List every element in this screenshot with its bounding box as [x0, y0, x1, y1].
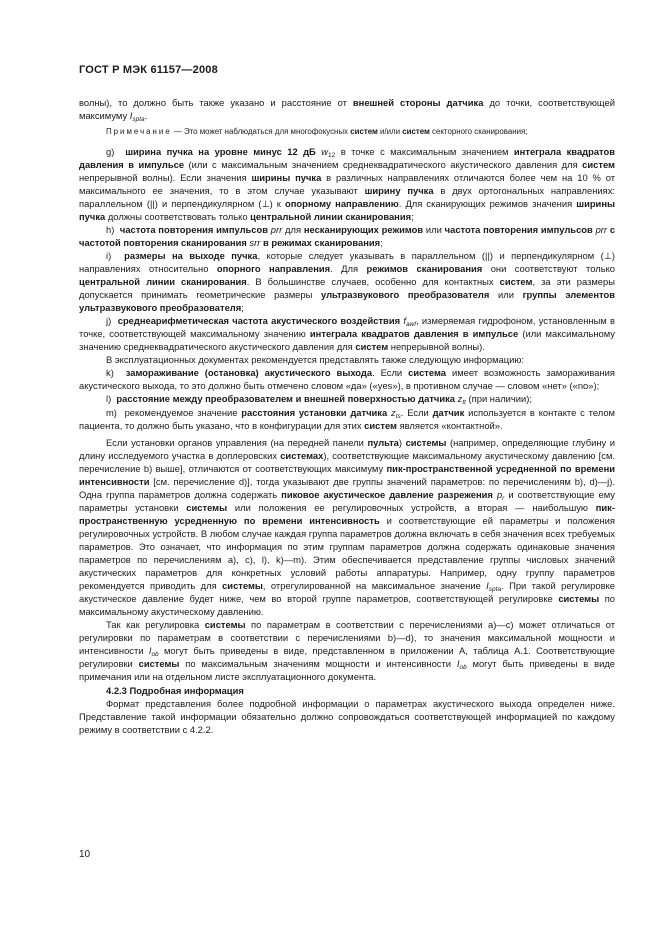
- list-item-h: h) частота повторения импульсов prr для несканирующих режимов или частота повторения импульсов prr с частотой повторения сканирования srr в режимах сканирования;: [79, 223, 616, 248]
- paragraph-continuation: волны), то должно быть также указано и расстояние от внешней стороны датчика до точки, соответствующей максимуму $I_{spta}$.: [79, 97, 615, 124]
- paragraph-control-settings: Если установки органов управления (на передней панели пульта) системы (например, определяющие глубину и длину исследуемого участка в доплеровских системах), соответствующие максимальному акустическому давлению [см. перечисление b) выше], отличаются от соответствующих максимуму пик-пространственной усредненной по времени интенсивности [см. перечисление d)], тогда указывают две группы значений параметров: по перечислениям b), d)—j). Одна группа параметров должна содержать пиковое акустическое давление разрежения $p_r$ и соответствующие ему параметры установки системы или положения ее регулировочных устройств, а вторая — наибольшую пик-пространственную усредненную по времени интенсивность и соответствующие ей параметры и положения регулировочных устройств. В любом случае каждая группа параметров должна включать в себя значения всех требуемых параметров. Это означает, что информация по этим группам параметров должна содержать одинаковые значения параметров по перечислениям a), c), l), k)—m). Этим обеспечивается представление группы числовых значений акустических параметров для конкретных условий работы аппаратуры. Например, одну группу параметров рекомендуется приводить для системы, отрегулированной на максимальное значение $I_{spta}$. При такой регулировке акустическое давление будет ниже, чем во второй группе параметров, соответствующей регулировке системы по максимальному акустическому давлению.: [79, 436, 616, 618]
- note: Примечание — Это может наблюдаться для многофокусных систем и/или систем секторного сканирования;: [106, 127, 528, 137]
- page-header: ГОСТ Р МЭК 61157—2008: [79, 64, 218, 76]
- list-item-k: k) замораживание (остановка) акустического выхода. Если система имеет возможность замораживания акустического выхода, то это должно быть отмечено словом «да» («yes»), в противном случае — словом «нет» («no»);: [79, 367, 615, 392]
- list-item-i: i) размеры на выходе пучка, которые следует указывать в параллельном (||) и перпендикулярном (⊥) направлениях относительно опорного направления. Для режимов сканирования они соответствуют только центральной линии сканирования. В большинстве случаев, особенно для контактных систем, за эти размеры допускается принимать геометрические размеры ультразвукового преобразователя или группы элементов ультразвукового преобразователя;: [79, 249, 616, 314]
- paragraph-format: Формат представления более подробной информации о параметрах акустического выхода определен ниже. Представление такой информации обязательно должно сопровождаться соответствующей информацией по каждому режиму в соответствии с 4.2.2.: [79, 697, 615, 735]
- page-number: 10: [79, 849, 91, 860]
- page-body: [79, 96, 615, 736]
- list-item-g: g) ширина пучка на уровне минус 12 дБ $w_{12}$ в точке с максимальным значением интеграла квадратов давления в импульсе (или с максимальным значением среднеквадратического акустического давления для систем непрерывной волны). Если значения ширины пучка в различных направлениях отличаются более чем на 10 % от максимального ее значения, то в этом случае указывают ширину пучка в двух ортогональных направлениях: параллельном (||) и перпендикулярном (⊥) к опорному направлению. Для сканирующих режимов значения ширины пучка должны соответствовать только центральной линии сканирования;: [79, 145, 616, 222]
- section-heading: 4.2.3 Подробная информация: [106, 684, 244, 696]
- paragraph-adjustment: Так как регулировка системы по параметрам в соответствии с перечислениями a)—c) может отличаться от регулировки по параметрам в соответствии с перечислениями b)—d), то значения максимальной мощности и интенсивности $I_{ob}$ могут быть приведены в виде, представленном в приложении А, таблица А.1. Соответствующие регулировки системы по максимальным значениям мощности и интенсивности $I_{ob}$ могут быть приведены в виде примечания или на отдельном листе эксплуатационного документа.: [79, 619, 616, 683]
- note-label: Примечание: [106, 127, 172, 137]
- intro-paragraph: В эксплуатационных документах рекомендуется представлять также следующую информацию:: [106, 354, 524, 366]
- list-item-l: l) расстояние между преобразователем и внешней поверхностью датчика $z_{tt}$ (при наличии);: [106, 393, 532, 407]
- list-item-m: m) рекомендуемое значение расстояния установки датчика $z_{ts}$. Если датчик используется в контакте с телом пациента, то должно быть указано, что в конфигурации для этих систем является «контактной».: [79, 406, 615, 431]
- list-item-j: j) среднеарифметическая частота акустического воздействия $f_{awf}$, измеряемая гидрофоном, установленным в точке, соответствующей максимальному значению интеграла квадратов давления в импульсе (или максимальному значению среднеквадратического акустического давления для систем непрерывной волны).: [79, 315, 615, 353]
